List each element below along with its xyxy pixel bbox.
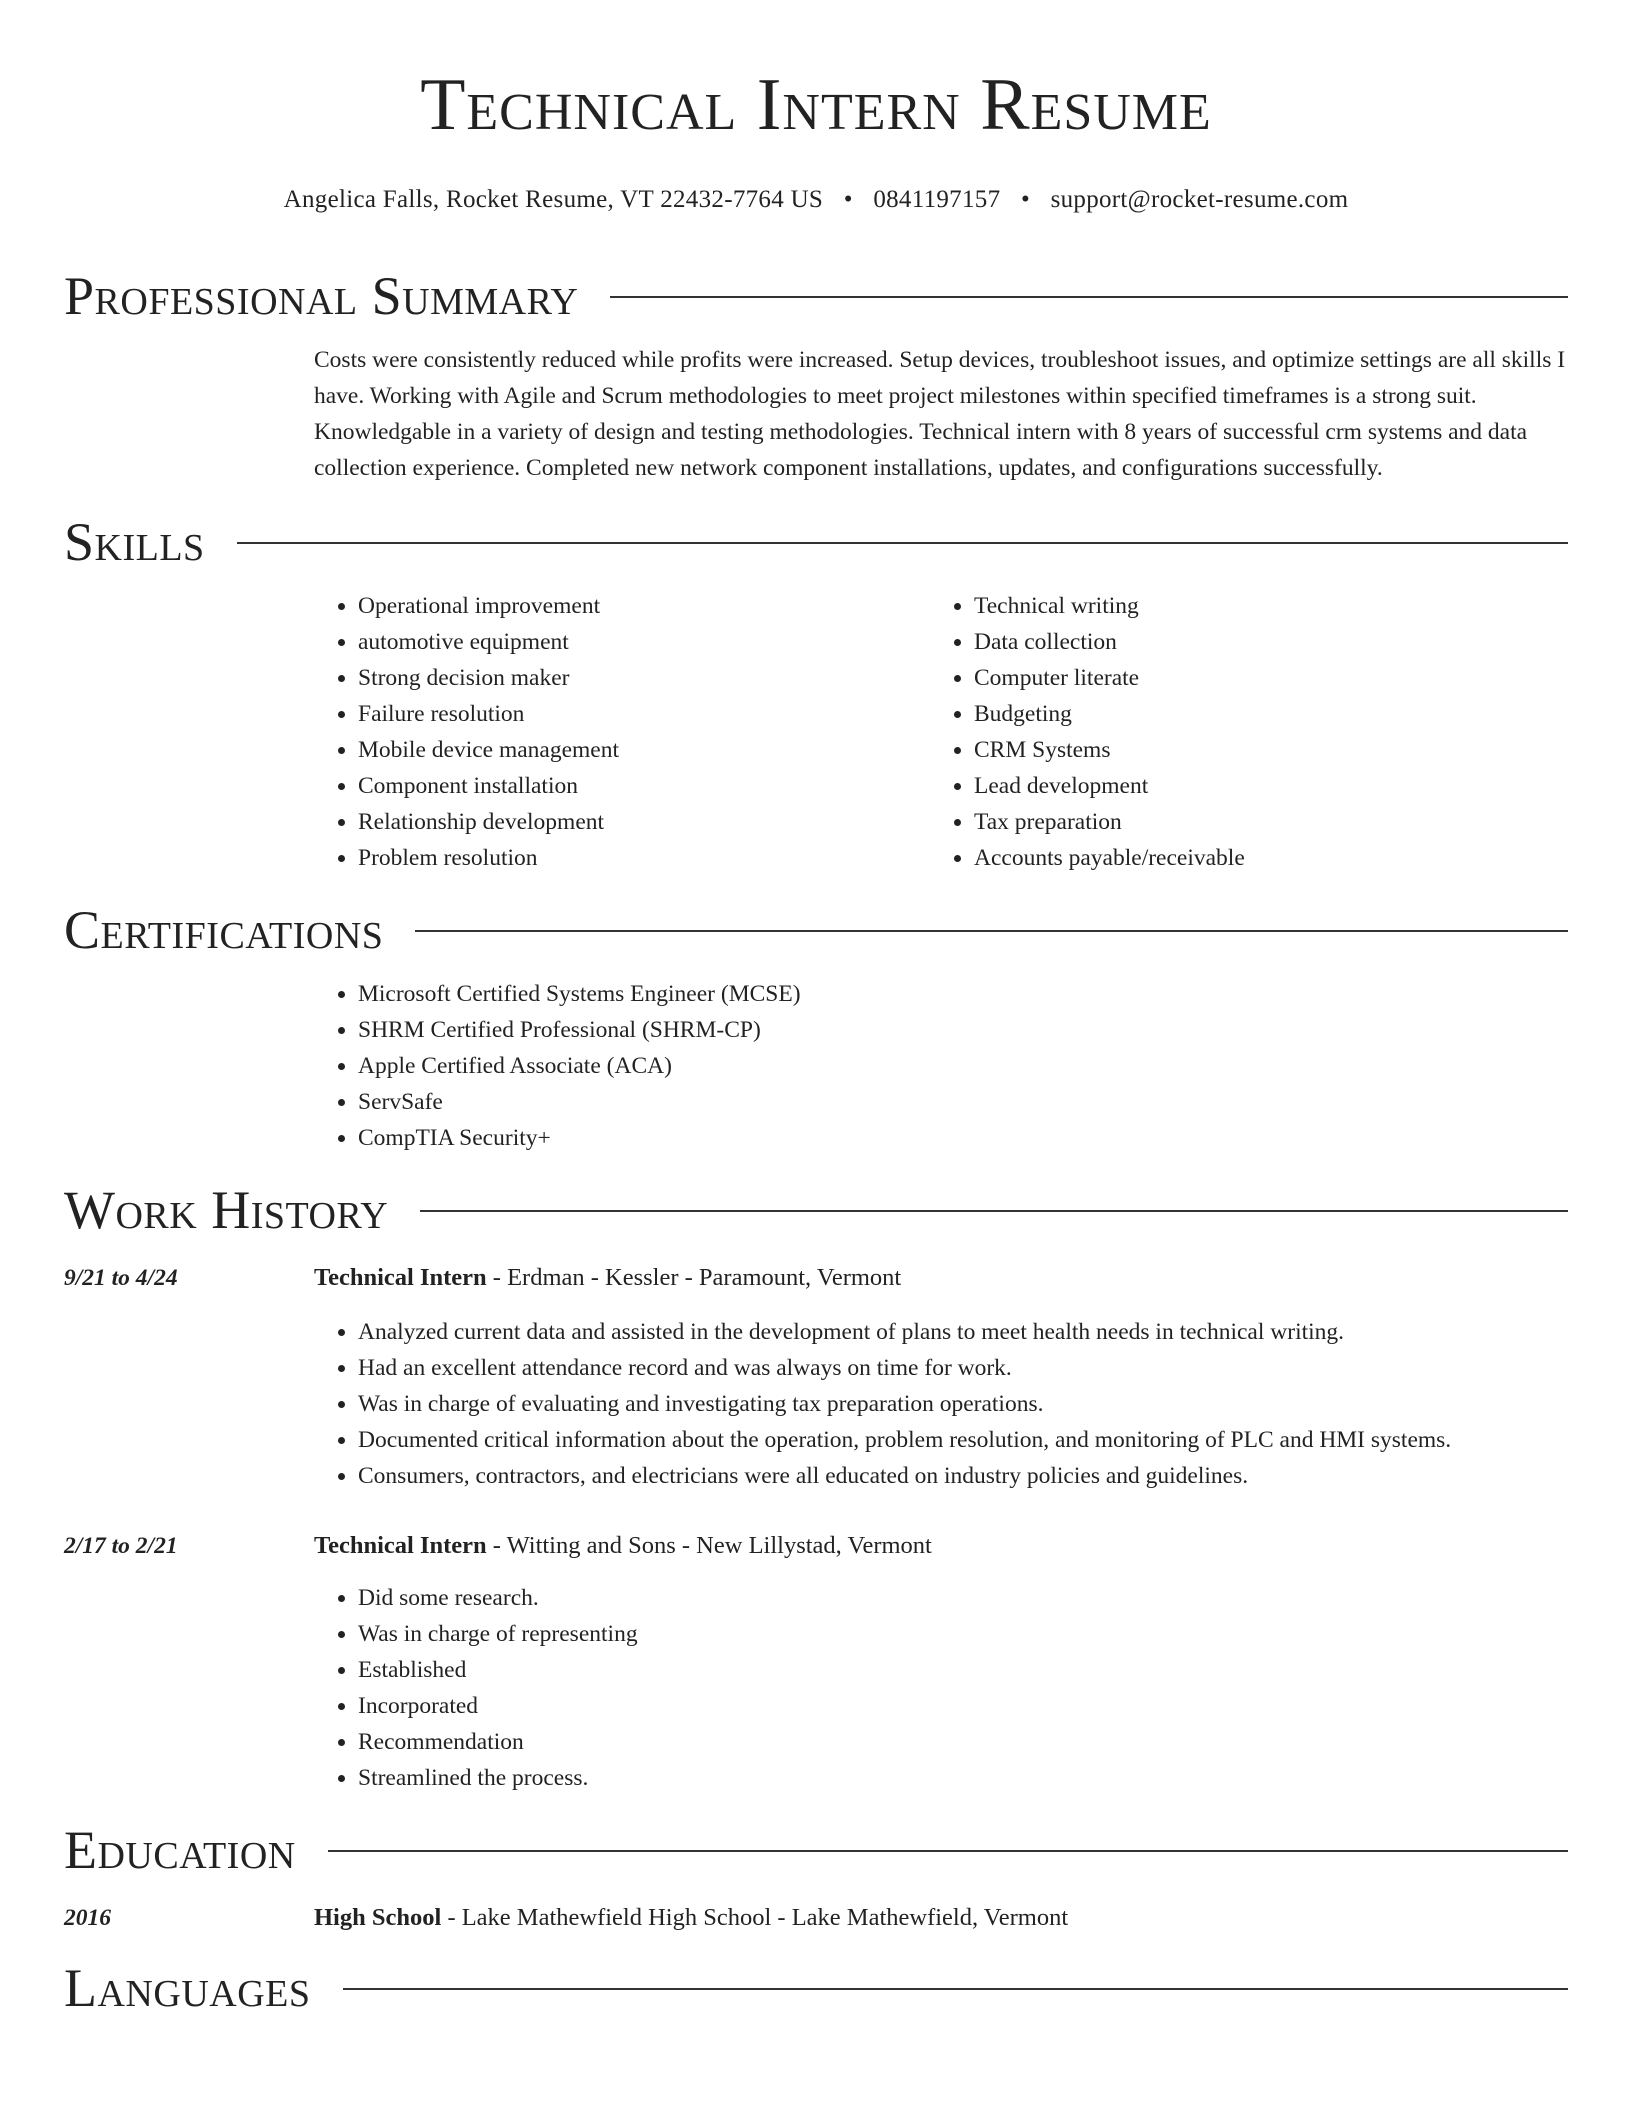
skill-item: • Lead development bbox=[974, 768, 1546, 804]
languages-heading bbox=[64, 1956, 1568, 2020]
job-bullet: • Documented critical information about the operation, problem resolution, and monitoring of PLC and HMI systems. bbox=[358, 1422, 1568, 1458]
certification-item: • Microsoft Certified Systems Engineer (MCSE) bbox=[358, 976, 1568, 1012]
section-divider bbox=[610, 296, 1568, 298]
section-divider bbox=[415, 930, 1568, 932]
certification-item: • SHRM Certified Professional (SHRM-CP) bbox=[358, 1012, 1568, 1048]
contact-line bbox=[64, 184, 1568, 216]
certifications-body bbox=[314, 976, 1568, 1156]
section-divider bbox=[420, 1210, 1568, 1212]
job-bullet: • Was in charge of evaluating and investigating tax preparation operations. bbox=[358, 1386, 1568, 1422]
job-bullet: • Recommendation bbox=[358, 1724, 1568, 1760]
job-role: Technical Intern bbox=[314, 1532, 487, 1559]
section-title: Work History bbox=[64, 1180, 389, 1240]
certification-item: • CompTIA Security+ bbox=[358, 1120, 1568, 1156]
job-bullet: • Established bbox=[358, 1652, 1568, 1688]
skill-item: • Failure resolution bbox=[358, 696, 930, 732]
work-history-heading bbox=[64, 1178, 1568, 1242]
skills-grid bbox=[314, 588, 1568, 876]
skills-column-left bbox=[314, 588, 930, 876]
job-bullet: • Incorporated bbox=[358, 1688, 1568, 1724]
job-bullet: • Analyzed current data and assisted in the development of plans to meet health needs in technical writing. bbox=[358, 1314, 1568, 1350]
education-school: - Lake Mathewfield High School - Lake Mathewfield, Vermont bbox=[441, 1904, 1069, 1931]
section-title: Languages bbox=[64, 1958, 311, 2018]
job-bullet: • Was in charge of representing bbox=[358, 1616, 1568, 1652]
education-section bbox=[64, 1818, 1568, 1936]
job-title-line bbox=[314, 1528, 932, 1564]
skill-item: • Tax preparation bbox=[974, 804, 1546, 840]
skill-item: • Component installation bbox=[358, 768, 930, 804]
skills-column-right bbox=[930, 588, 1546, 876]
languages-section bbox=[64, 1956, 1568, 2020]
job-entry bbox=[64, 1260, 1568, 1494]
skill-item: • Budgeting bbox=[974, 696, 1546, 732]
contact-address: Angelica Falls, Rocket Resume, VT 22432-7764 US bbox=[283, 186, 824, 213]
contact-email: support@rocket-resume.com bbox=[1050, 186, 1349, 213]
job-dates: 9/21 to 4/24 bbox=[64, 1265, 178, 1291]
skill-item: • Accounts payable/receivable bbox=[974, 840, 1546, 876]
section-title: Skills bbox=[64, 512, 205, 572]
skill-item: • CRM Systems bbox=[974, 732, 1546, 768]
work-history-section bbox=[64, 1178, 1568, 1796]
education-entry bbox=[64, 1900, 1568, 1936]
section-title: Professional Summary bbox=[64, 266, 579, 326]
skill-item: • Technical writing bbox=[974, 588, 1546, 624]
job-employer: - Witting and Sons - New Lillystad, Vermont bbox=[486, 1532, 932, 1559]
job-bullet: • Had an excellent attendance record and was always on time for work. bbox=[358, 1350, 1568, 1386]
certifications-section bbox=[64, 898, 1568, 1156]
job-header bbox=[64, 1260, 1568, 1296]
job-entry bbox=[64, 1528, 1568, 1796]
summary-body bbox=[314, 342, 1568, 486]
contact-phone: 0841197157 bbox=[873, 186, 1001, 213]
summary-section bbox=[64, 264, 1568, 486]
contact-separator: • bbox=[843, 186, 853, 213]
skill-item: • Operational improvement bbox=[358, 588, 930, 624]
job-bullets bbox=[314, 1580, 1568, 1796]
skill-item: • Strong decision maker bbox=[358, 660, 930, 696]
skill-item: • Relationship development bbox=[358, 804, 930, 840]
job-dates: 2/17 to 2/21 bbox=[64, 1533, 178, 1559]
job-bullet: • Streamlined the process. bbox=[358, 1760, 1568, 1796]
section-title: Education bbox=[64, 1820, 296, 1880]
skill-item: • automotive equipment bbox=[358, 624, 930, 660]
education-heading bbox=[64, 1818, 1568, 1882]
certification-item: • ServSafe bbox=[358, 1084, 1568, 1120]
resume-title: Technical Intern Resume bbox=[420, 64, 1212, 146]
job-bullet: • Did some research. bbox=[358, 1580, 1568, 1616]
education-line bbox=[314, 1900, 1068, 1936]
skill-item: • Mobile device management bbox=[358, 732, 930, 768]
education-year: 2016 bbox=[64, 1905, 111, 1931]
job-bullets bbox=[314, 1314, 1568, 1494]
summary-text: Costs were consistently reduced while profits were increased. Setup devices, troubleshoot issues, and optimize settings are all skills I have. Working with Agile and Scrum methodologies to meet project milestones within specified timeframes is a strong suit. Knowledgable in a variety of design and testing methodologies. Technical intern with 8 years of successful crm systems and data collection experience. Completed new network component installations, updates, and configurations successfully. bbox=[314, 347, 1566, 481]
job-header bbox=[64, 1528, 1568, 1564]
certifications-heading bbox=[64, 898, 1568, 962]
skill-item: • Problem resolution bbox=[358, 840, 930, 876]
contact-separator: • bbox=[1020, 186, 1031, 213]
section-divider bbox=[237, 542, 1568, 544]
section-divider bbox=[328, 1850, 1568, 1852]
job-title-line bbox=[314, 1260, 901, 1296]
education-degree: High School bbox=[314, 1904, 442, 1931]
skills-heading bbox=[64, 510, 1568, 574]
job-employer: - Erdman - Kessler - Paramount, Vermont bbox=[486, 1264, 902, 1291]
skill-item: • Data collection bbox=[974, 624, 1546, 660]
skills-section bbox=[64, 510, 1568, 876]
job-bullet: • Consumers, contractors, and electricians were all educated on industry policies and guidelines. bbox=[358, 1458, 1568, 1494]
job-role: Technical Intern bbox=[314, 1264, 487, 1291]
skill-item: • Computer literate bbox=[974, 660, 1546, 696]
summary-heading bbox=[64, 264, 1568, 328]
section-title: Certifications bbox=[64, 900, 384, 960]
section-divider bbox=[343, 1988, 1569, 1990]
certification-item: • Apple Certified Associate (ACA) bbox=[358, 1048, 1568, 1084]
